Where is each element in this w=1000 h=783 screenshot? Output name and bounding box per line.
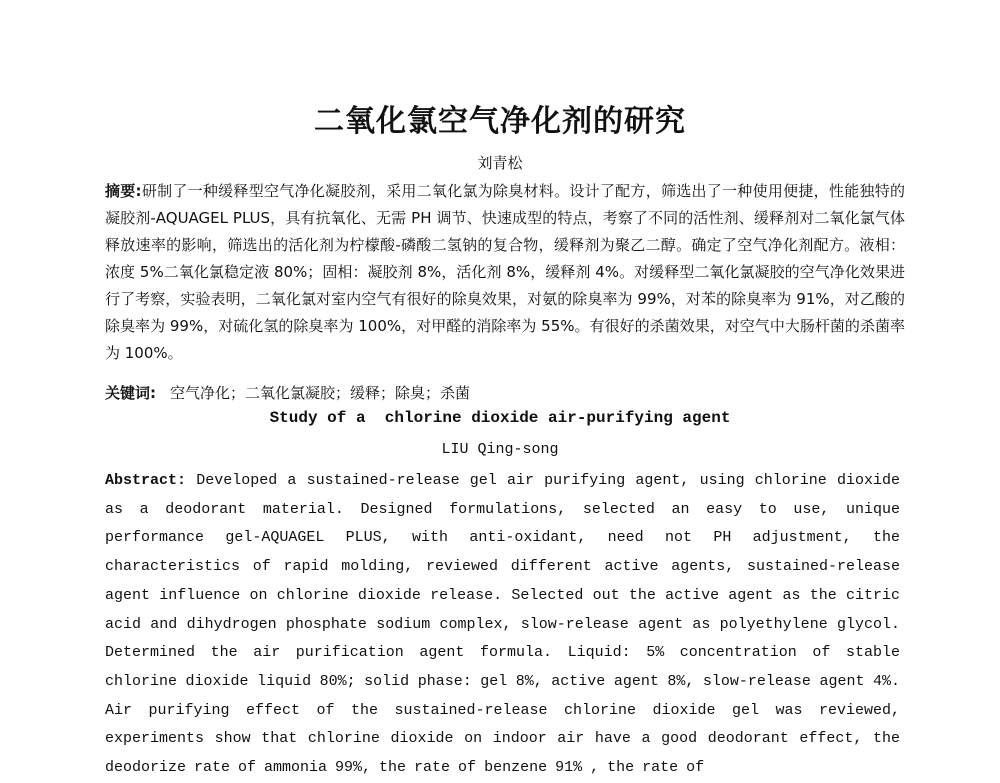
abstract-en-label: Abstract:: [105, 472, 187, 489]
author-name-en: LIU Qing-song: [441, 441, 559, 458]
author-name-cn: 刘青松: [477, 154, 523, 172]
abstract-en: [105, 467, 900, 783]
abstract-cn: [105, 178, 905, 367]
abstract-cn-text: 研制了一种缓释型空气净化凝胶剂，采用二氧化氯为除臭材料。设计了配方，筛选出了一种使用便捷，性能独特的凝胶剂-AQUAGEL PLUS，具有抗氧化、无需 PH 调节、快速成型的特点，考察了不同的活性剂、缓释剂对二氧化氯气体释放速率的影响，筛选出的活化剂为柠檬酸-磷酸二氢钠的复合物，缓释剂为聚乙二醇。确定了空气净化剂配方。液相：浓度 5%二氧化氯稳定液 80%；固相：凝胶剂 8%，活化剂 8%，缓释剂 4%。对缓释型二氧化氯凝胶的空气净化效果进行了考察，实验表明，二氧化氯对室内空气有很好的除臭效果，对氨的除臭率为 99%，对苯的除臭率为 91%，对乙酸的除臭率为 99%，对硫化氢的除臭率为 100%，对甲醛的消除率为 55%。有很好的杀菌效果，对空气中大肠杆菌的杀菌率为 100%。: [105, 182, 905, 362]
paper-title-cn: 二氧化氯空气净化剂的研究: [314, 104, 686, 139]
keywords-cn: [105, 380, 905, 407]
paper-title-en: Study of a chlorine dioxide air-purifying agent: [269, 409, 731, 427]
keywords-cn-text: 空气净化；二氧化氯凝胶；缓释；除臭；杀菌: [170, 384, 471, 402]
abstract-cn-label: 摘要:: [105, 182, 142, 200]
abstract-en-text: Developed a sustained-release gel air purifying agent, using chlorine dioxide as a deodorant material. Designed formulations, selected an easy to use, unique performance gel-AQUAGEL PLUS, with anti-oxidant, need not PH adjustment, the characteristics of rapid molding, reviewed different active agents, sustained-release agent influence on chlorine dioxide release. Selected out the active agent as the citric acid and dihydrogen phosphate sodium complex, slow-release agent as polyethylene glycol. Determined the air purification agent formula. Liquid: 5% concentration of stable chlorine dioxide liquid 80%; solid phase: gel 8%, active agent 8%, slow-release agent 4%. Air purifying effect of the sustained-release chlorine dioxide gel was reviewed, experiments show that chlorine dioxide on indoor air have a good deodorant effect, the deodorize rate of ammonia 99%, the rate of benzene 91% , the rate of: [105, 472, 900, 777]
keywords-cn-label: 关键词:: [105, 384, 156, 402]
